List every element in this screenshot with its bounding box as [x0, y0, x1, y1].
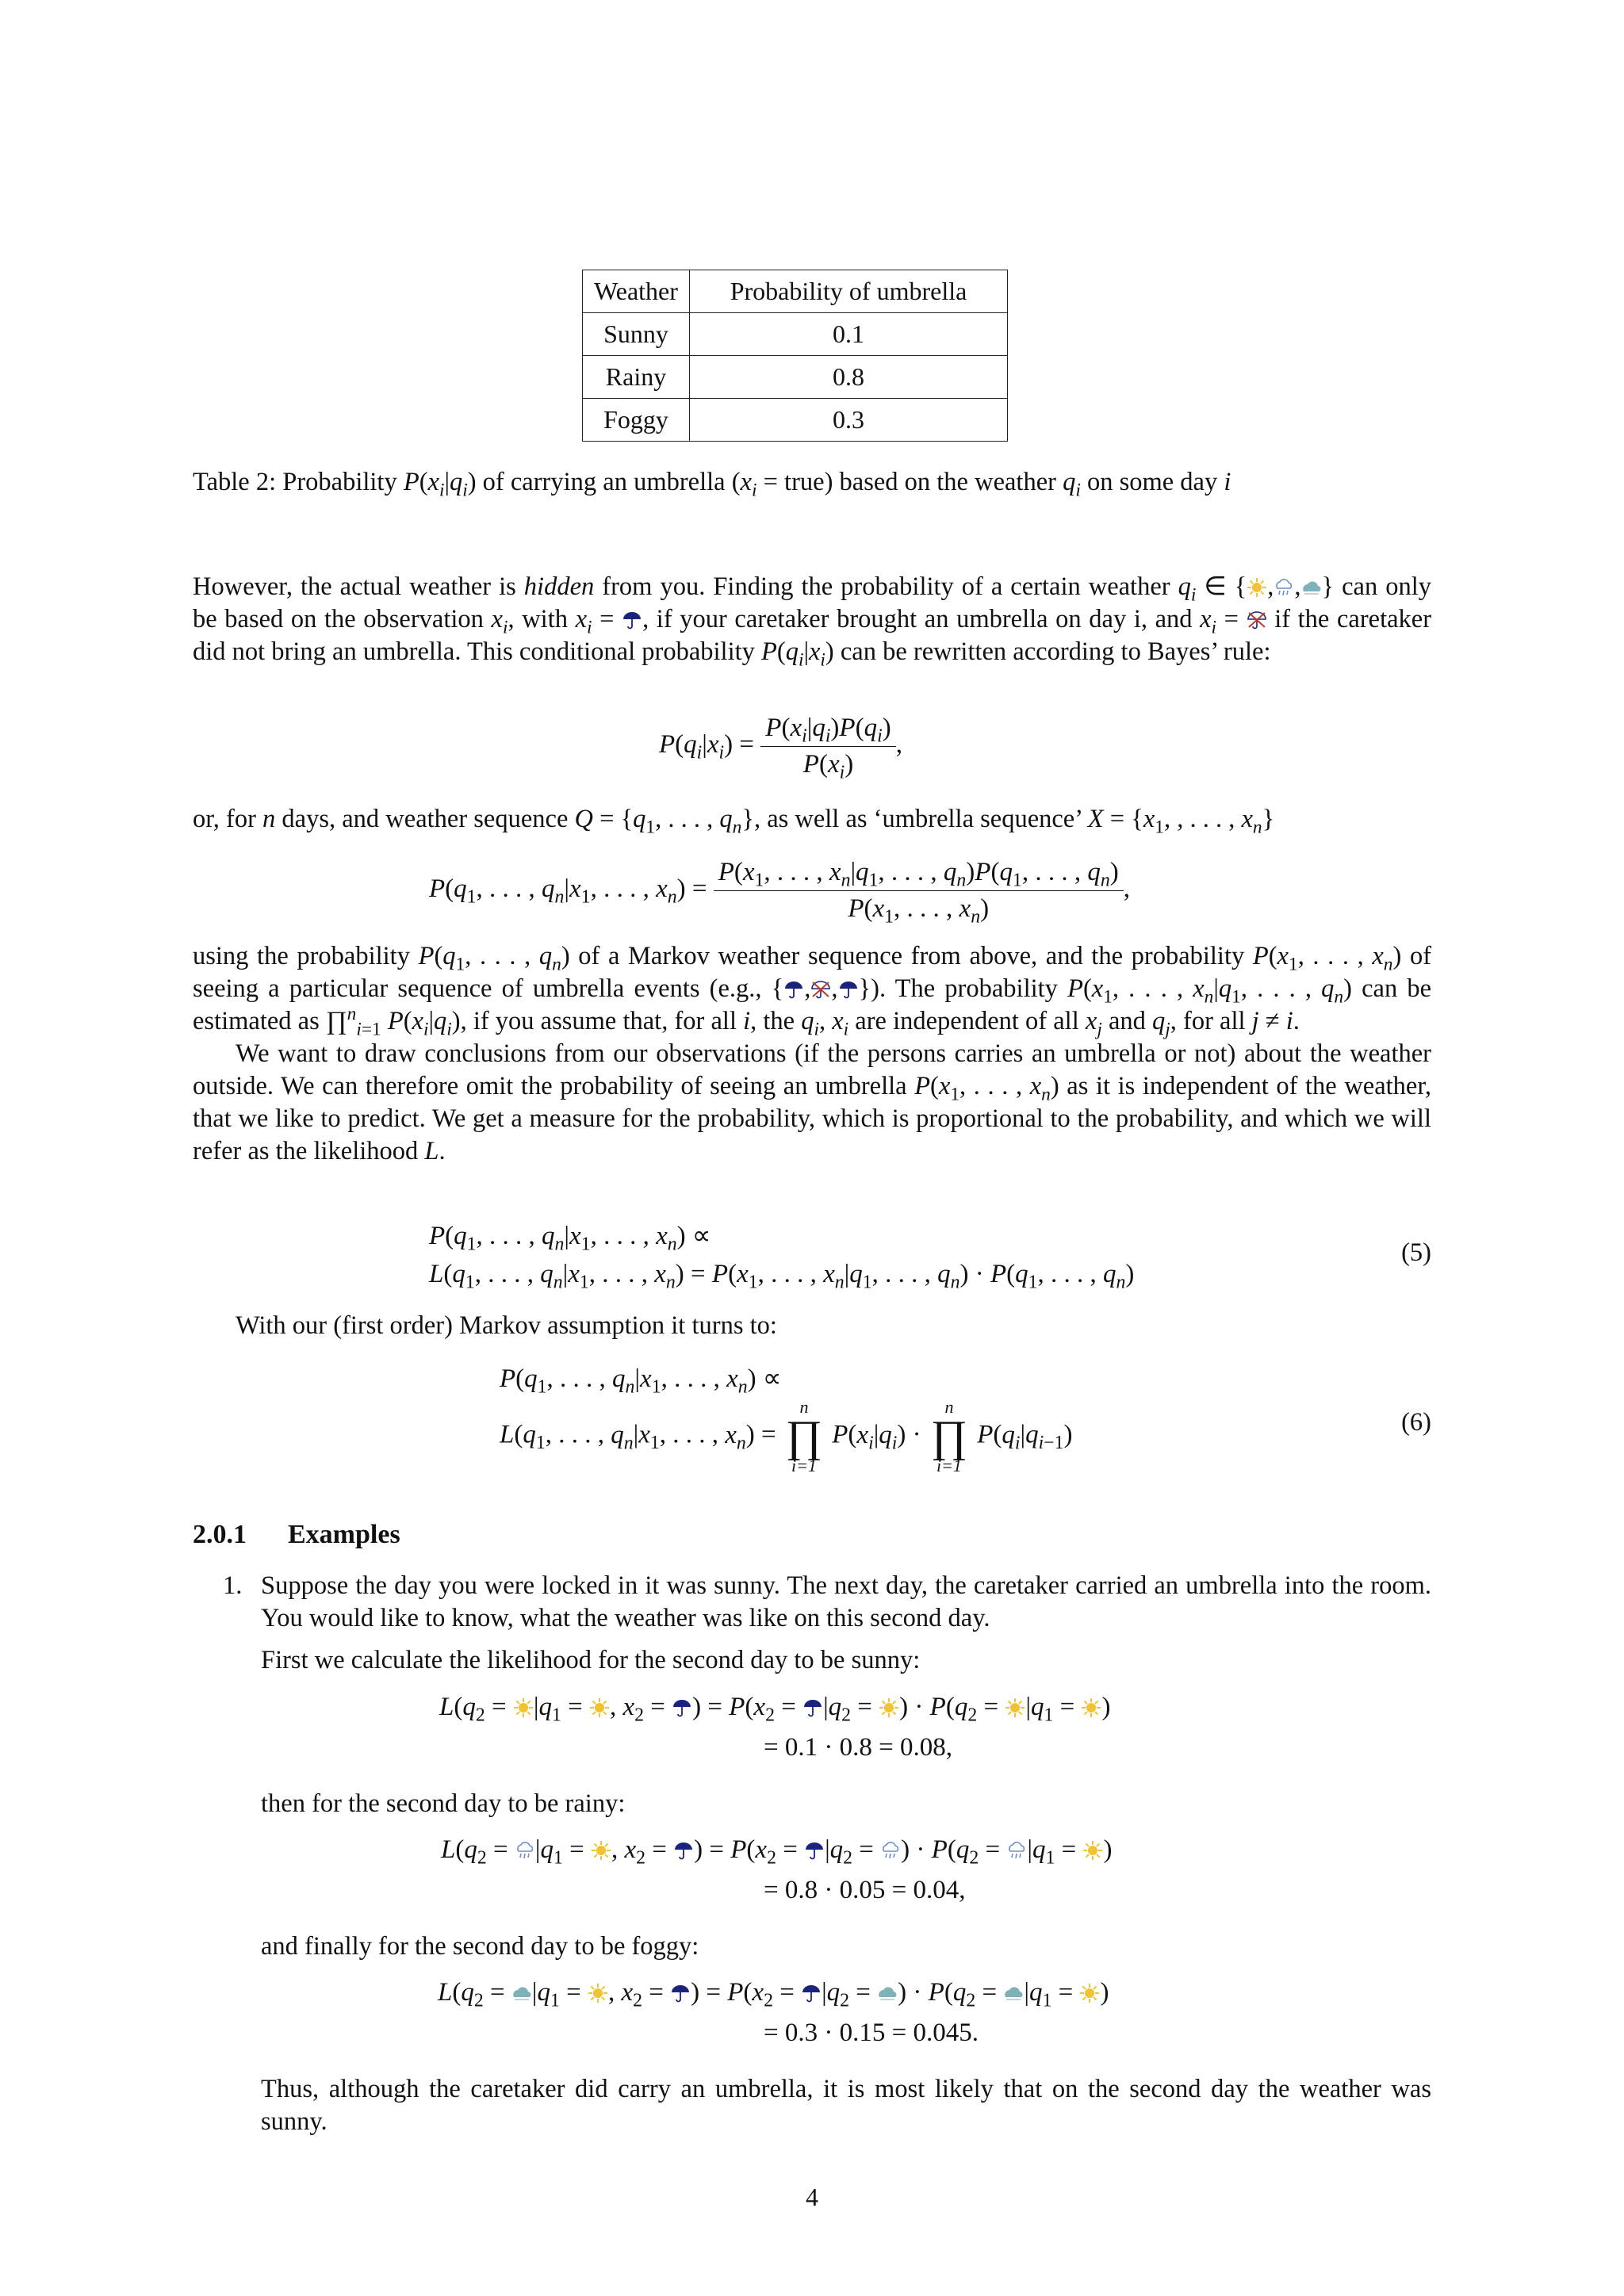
- umbrella-icon: [801, 1983, 822, 2003]
- no-umbrella-icon: [1247, 610, 1267, 630]
- markov-text: With our (first order) Markov assumption it turns to:: [236, 1311, 777, 1340]
- table-cell-prob: 0.1: [690, 313, 1008, 356]
- table-cell-prob: 0.8: [690, 356, 1008, 399]
- table-cell-weather: Sunny: [583, 313, 690, 356]
- table-cell-weather: Rainy: [583, 356, 690, 399]
- rainy-result: = 0.8 · 0.05 = 0.04,: [764, 1876, 966, 1904]
- equation-number: (5): [1401, 1238, 1431, 1267]
- umbrella-icon: [673, 1840, 694, 1861]
- table-cell-prob: 0.3: [690, 399, 1008, 442]
- foggy-result: = 0.3 · 0.15 = 0.045.: [764, 2019, 979, 2047]
- sun-icon: [1079, 1983, 1100, 2003]
- rain-cloud-icon: [880, 1840, 901, 1861]
- bayes-equation: $P(q_i|x_i)$ = $\frac{P(x_i|q_i)P(q_i)}{P(x_i)}$ ,: [659, 714, 902, 783]
- example-conclusion: Thus, although the caretaker did carry an umbrella, it is most likely that on the second day the weather was sunny.: [261, 2075, 1431, 2136]
- table-caption: Table 2: Probability $P(x_i|q_i)$ of carrying an umbrella ($x_i$ = true) based on the weather $q_i$ on some day i: [193, 468, 1231, 501]
- example-list-item: 1. Suppose the day you were locked in it was sunny. The next day, the caretaker carried an umbrella into the room. You would like to know, what the weather was like on this second day. First we calculate the likelihood for the second day to be sunny:: [223, 1571, 1431, 1674]
- page-number: 4: [806, 2183, 818, 2211]
- document-page: [193, 0, 1431, 2296]
- joint-bayes-equation: $P(q_1$, . . . , $q_n|x_1$, . . . , $x_n$) = $\frac{P(x_1, . . . , x_n|q_1, . . . , q_n)P(q_1, . . . , q_n)}{P(x_1, . . . , x_n)}$ ,: [429, 858, 1130, 928]
- umbrella-icon: [622, 610, 642, 630]
- umbrella-probability-table: [582, 270, 1008, 442]
- sun-icon: [1081, 1697, 1101, 1718]
- rain-cloud-icon: [515, 1840, 535, 1861]
- sun-icon: [589, 1697, 610, 1718]
- fog-cloud-icon: [1301, 577, 1322, 598]
- sun-icon: [1247, 577, 1267, 598]
- rain-cloud-icon: [1006, 1840, 1027, 1861]
- caption-label: Table 2:: [193, 468, 277, 496]
- table-header-cell: Weather: [583, 270, 690, 313]
- fog-cloud-icon: [511, 1983, 532, 2003]
- table-cell-weather: Foggy: [583, 399, 690, 442]
- sun-icon: [1005, 1697, 1025, 1718]
- using-paragraph: using the probability $P(q_1$, . . . , $q_n$) of a Markov weather sequence from above, and the probability $P(x_1$, . . . , $x_n$) of seeing a particular sequence of umbrella events (e.g., { , , }). The probability $P(x_1$, . . . , $x_n|q_1$, . . . , $q_n$) can be estimated as ∏$^n_{i=1}$ $P(x_i|q_i)$, if you assume that, for all i, the $q_i$, $x_i$ are independent of all $x_j$ and $q_j$, for all j ≠ i. We want to draw conclusions from our observations (if the persons carries an umbrella or not) about the weather outside. We can therefore omit the probability of seeing an umbrella $P(x_1$, . . . , $x_n$) as it is independent of the weather, that we like to predict. We get a measure for the probability, which is proportional to the probability, and which we will refer as the likelihood L.: [193, 942, 1432, 1165]
- umbrella-icon: [670, 1983, 691, 2003]
- foggy-calculation: $L(q_2$ = $|q_1$ = , $x_2$ = ) = $P(x_2$ = $|q_2$ = ) · $P(q_2$ = $|q_1$ = ): [438, 1978, 1109, 2011]
- intro-paragraph: However, the actual weather is hidden from you. Finding the probability of a certain weather $q_i$ ∈ { , , } can only be based on the observation $x_i$, with $x_i$ = , if your caretaker brought an umbrella on day i, and $x_i$ = if the caretaker did not bring an umbrella. This conditional probability $P(q_i|x_i)$ can be rewritten according to Bayes’ rule:: [193, 572, 1432, 671]
- sun-icon: [513, 1697, 534, 1718]
- sun-icon: [591, 1840, 611, 1861]
- umbrella-icon: [838, 979, 859, 1000]
- umbrella-icon: [804, 1840, 825, 1861]
- rainy-calculation: $L(q_2$ = $|q_1$ = , $x_2$ = ) = $P(x_2$ = $|q_2$ = ) · $P(q_2$ = $|q_1$ = ): [441, 1835, 1113, 1869]
- sequence-paragraph: or, for n days, and weather sequence $Q = \{q_1$, . . . , $q_n$}, as well as ‘umbrella sequence’ $X = \{x_1$, , . . . , $x_n$}: [193, 805, 1275, 838]
- section-heading: 2.0.1 Examples: [193, 1520, 400, 1549]
- fog-cloud-icon: [877, 1983, 898, 2003]
- no-umbrella-icon: [810, 979, 831, 1000]
- sun-icon: [879, 1697, 899, 1718]
- rainy-intro: then for the second day to be rainy:: [261, 1789, 626, 1818]
- foggy-intro: and finally for the second day to be foggy:: [261, 1932, 699, 1961]
- umbrella-icon: [802, 1697, 823, 1718]
- table-row: [583, 399, 1008, 442]
- sun-icon: [1082, 1840, 1103, 1861]
- rain-cloud-icon: [1274, 577, 1294, 598]
- sunny-result: = 0.1 · 0.8 = 0.08,: [764, 1733, 952, 1762]
- table-header-row: [583, 270, 1008, 313]
- fog-cloud-icon: [1003, 1983, 1024, 2003]
- sun-icon: [588, 1983, 608, 2003]
- equation-number: (6): [1401, 1408, 1431, 1437]
- table-row: [583, 356, 1008, 399]
- sunny-calculation: $L(q_2$ = $|q_1$ = , $x_2$ = ) = $P(x_2$ = $|q_2$ = ) · $P(q_2$ = $|q_1$ = ): [439, 1693, 1111, 1726]
- table-row: [583, 313, 1008, 356]
- umbrella-icon: [672, 1697, 692, 1718]
- table-header-cell: Probability of umbrella: [690, 270, 1008, 313]
- markov-likelihood-equation: $P(q_1$, . . . , $q_n|x_1$, . . . , $x_n$) ∝ $L(q_1$, . . . , $q_n|x_1$, . . . , $x_n$) = n ∏ i=1 $P(x_i|q_i)$ · n ∏ i=1 $P(q_i|q_{i-1})$: [500, 1364, 1073, 1475]
- likelihood-equation: $P(q_1$, . . . , $q_n|x_1$, . . . , $x_n$) ∝ $L(q_1$, . . . , $q_n|x_1$, . . . , $x_n) = P(x_1$, . . . , $x_n|q_1$, . . . , $q_n) \cdot P(q_1$, . . . , $q_n$): [429, 1222, 1135, 1293]
- umbrella-icon: [783, 979, 804, 1000]
